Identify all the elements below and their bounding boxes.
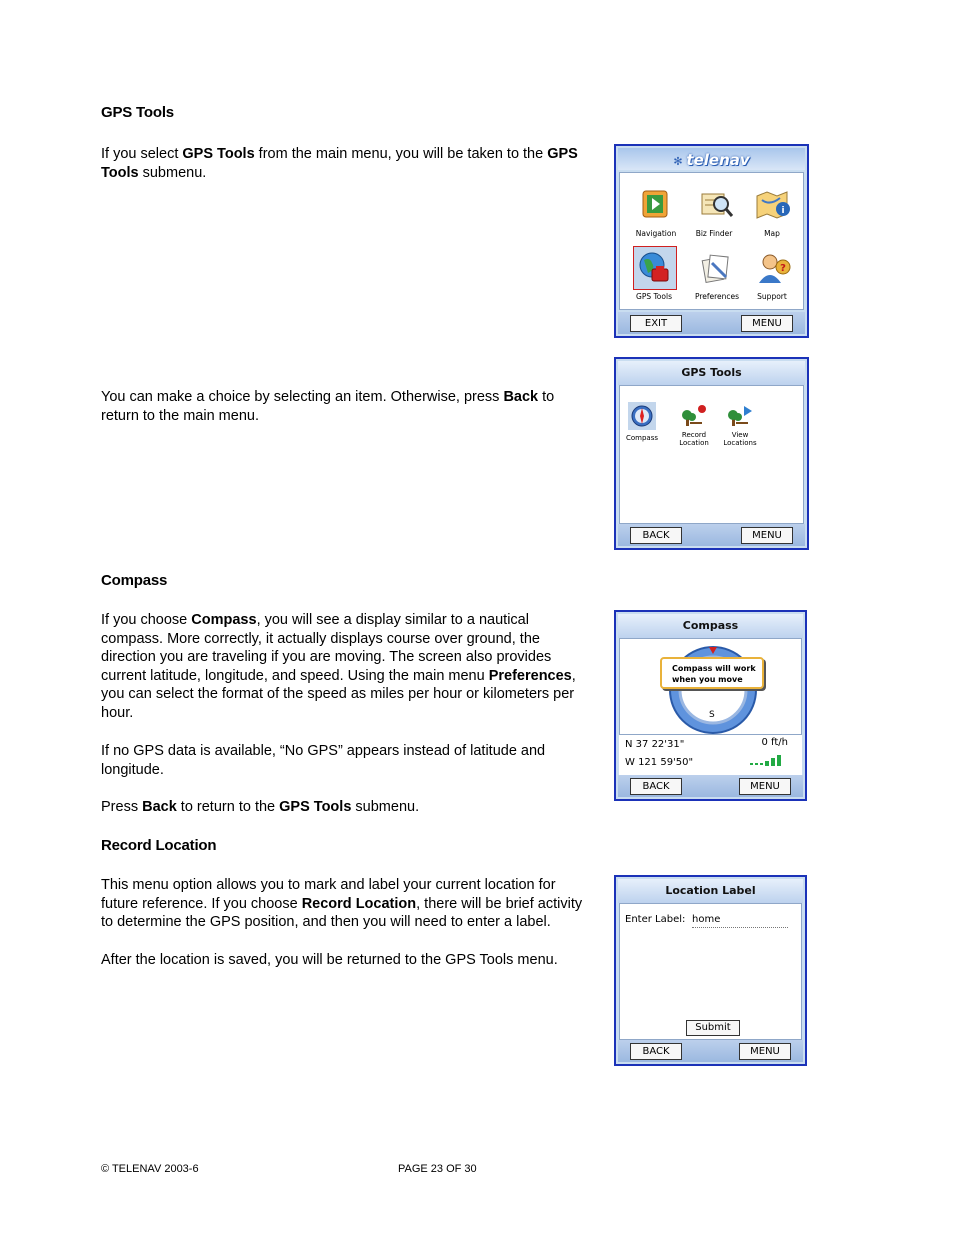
main-menu-softkeys xyxy=(618,312,805,334)
menu-button[interactable]: MENU xyxy=(741,527,793,544)
preferences-label: Preferences xyxy=(694,292,740,301)
gps-tools-title: GPS Tools xyxy=(618,361,805,385)
record-location-paragraph-1: This menu option allows you to mark and label your current location for future reference. If you choose Record Location, there will be brief activity to determine the GPS position, and then you will need to enter a label. xyxy=(101,877,583,931)
compass-paragraph-1: If you choose Compass, you will see a display similar to a nautical compass. More correctly, it actually displays course over ground, the direction you are traveling if you are moving. The screen also provides current latitude, longitude, and speed. Using the main menu Preferences, you can select the format of the speed as miles per hour or kilometers per hour. xyxy=(101,612,576,721)
compass-paragraph-3: Press Back to return to the GPS Tools submenu. xyxy=(101,799,420,815)
menu-button[interactable]: MENU xyxy=(741,315,793,332)
compass-softkeys xyxy=(618,775,803,797)
biz-finder-label: Biz Finder xyxy=(695,229,733,238)
enter-label-text: Enter Label: xyxy=(625,914,686,925)
record-location-icon[interactable] xyxy=(680,404,708,428)
support-label: Support xyxy=(757,292,787,301)
compass-label: Compass xyxy=(625,434,659,442)
footer-copyright: © TELENAV 2003-6 xyxy=(101,1163,199,1175)
location-label-title: Location Label xyxy=(618,879,803,903)
telenav-logo: telenav xyxy=(686,151,750,169)
navigation-label: Navigation xyxy=(635,229,677,238)
gps-tools-paragraph-1: If you select GPS Tools from the main menu, you will be taken to the GPS Tools submenu. xyxy=(101,146,578,181)
preferences-icon[interactable] xyxy=(700,251,734,285)
record-location-paragraph-2: After the location is saved, you will be returned to the GPS Tools menu. xyxy=(101,952,558,968)
compass-popup: Compass will work when you move xyxy=(660,657,764,689)
support-icon[interactable] xyxy=(756,251,792,285)
menu-button[interactable]: MENU xyxy=(739,778,791,795)
back-button[interactable]: BACK xyxy=(630,778,682,795)
exit-button[interactable]: EXIT xyxy=(630,315,682,332)
gps-tools-paragraph-2: You can make a choice by selecting an item. Otherwise, press Back to return to the main menu. xyxy=(101,389,555,424)
main-menu-grid xyxy=(619,172,804,310)
telenav-logo-icon: ✻ xyxy=(673,155,683,168)
longitude-value: W 121 59'50" xyxy=(625,757,694,768)
biz-finder-icon[interactable] xyxy=(700,188,734,220)
map-label: Map xyxy=(764,229,780,238)
record-location-label: Record Location xyxy=(679,431,709,447)
latitude-value: N 37 22'31" xyxy=(625,739,685,750)
compass-heading: Compass xyxy=(101,572,168,589)
gps-tools-list xyxy=(619,385,804,524)
menu-button[interactable]: MENU xyxy=(739,1043,791,1060)
compass-display xyxy=(619,638,802,735)
location-label-screenshot xyxy=(614,875,807,1066)
gps-tools-label: GPS Tools xyxy=(636,292,672,301)
compass-paragraph-2: If no GPS data is available, “No GPS” appears instead of latitude and longitude. xyxy=(101,743,546,778)
label-input[interactable]: home xyxy=(692,914,788,928)
footer-page-number: PAGE 23 OF 30 xyxy=(398,1163,477,1175)
gps-tools-screenshot xyxy=(614,357,809,550)
map-icon[interactable] xyxy=(754,188,792,220)
compass-readout xyxy=(619,735,802,775)
record-location-heading: Record Location xyxy=(101,837,217,854)
compass-title: Compass xyxy=(618,614,803,638)
back-button[interactable]: BACK xyxy=(630,1043,682,1060)
view-locations-icon[interactable] xyxy=(726,404,754,428)
main-menu-screenshot xyxy=(614,144,809,338)
telenav-logo-bar xyxy=(618,148,805,170)
gps-tools-heading: GPS Tools xyxy=(101,104,174,121)
view-locations-label: View Locations xyxy=(723,431,757,447)
speed-value: 0 ft/h xyxy=(761,737,788,748)
navigation-icon[interactable] xyxy=(640,188,672,220)
location-label-softkeys xyxy=(618,1040,803,1062)
signal-strength-icon xyxy=(750,753,786,767)
gps-tools-softkeys xyxy=(618,524,805,546)
compass-south-label: S xyxy=(709,710,715,720)
submit-button[interactable]: Submit xyxy=(686,1020,740,1036)
svg-text:i: i xyxy=(781,206,785,216)
svg-text:?: ? xyxy=(780,263,786,274)
back-button[interactable]: BACK xyxy=(630,527,682,544)
gps-tools-icon[interactable] xyxy=(638,251,672,285)
compass-screenshot xyxy=(614,610,807,801)
compass-icon[interactable] xyxy=(630,404,654,428)
location-label-form xyxy=(619,903,802,1040)
